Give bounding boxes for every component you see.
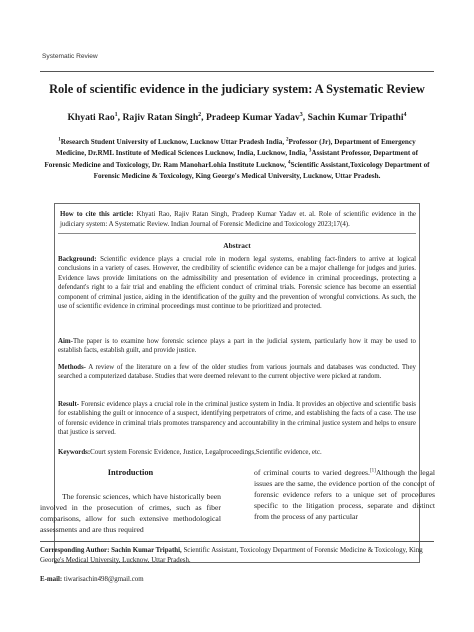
introduction-paragraph: The forensic sciences, which have historically been involved in the prosecution of crimes, such as fiber comparisons, allow for such extensive methodological assessments and are thus required: [40, 491, 221, 534]
author-separator: ,: [117, 112, 123, 123]
paragraph-text: of criminal courts to varied degrees.: [254, 468, 370, 477]
abstract-keywords: [58, 448, 416, 457]
abstract-methods: [58, 363, 416, 382]
methods-text: A review of the literature on a few of the older studies from various journals and databases was conducted. They searched a computerized database. Studies that were deemed relevant to the current objective were picked at random.: [58, 364, 416, 381]
result-text: Forensic evidence plays a crucial role in the criminal justice system in India. It provides an objective and scientific basis for establishing the guilt or innocence of a suspect, identifying perpetrators of crime, and establishing the facts of a case. The use of forensic evidence in criminal trials promotes transparency and accountability in the criminal justice system and helps to ensure that justice is served.: [58, 401, 416, 437]
author-affiliation-mark: 3: [299, 111, 303, 118]
citation-label: How to cite this article:: [60, 211, 134, 218]
author-email: [40, 576, 144, 583]
keywords-text: Court system Forensic Evidence, Justice, Legalproceedings,Scientific evidence, etc.: [90, 449, 322, 456]
affiliation-1: Research Student University of Lucknow, Lucknow Uttar Pradesh India,: [60, 138, 286, 146]
abstract-background: [58, 255, 416, 311]
email-label: E-mail:: [40, 576, 63, 583]
methods-label: Methods-: [58, 364, 86, 371]
author-separator: ,: [302, 112, 308, 123]
abstract-result: [58, 400, 416, 438]
keywords-label: Keywords:: [58, 449, 91, 456]
affiliation-2: Professor (Jr), Department of Emergency Medicine, Dr.RML Institute of Medical Sciences Lucknow, India, Lucknow, India,: [55, 138, 416, 158]
affiliation-mark: 4: [288, 160, 291, 166]
citation-text: Khyati Rao, Rajiv Ratan Singh, Pradeep Kumar Yadav et. al. Role of scientific evidence in the judiciary system: A Systematic Review. Indian Journal of Forensic Medicine and Toxicology 2023;17(4).: [60, 211, 416, 228]
header-divider: [40, 71, 434, 72]
background-label: Background:: [58, 256, 97, 263]
corresponding-label: Corresponding Author: Sachin Kumar Tripathi,: [40, 547, 182, 554]
citation-reference: [1]: [369, 468, 376, 474]
corresponding-author: [40, 546, 434, 565]
footer-divider: [40, 541, 434, 542]
introduction-heading: Introduction: [107, 468, 154, 477]
author-affiliation-mark: 2: [198, 111, 202, 118]
affiliation-mark: 3: [308, 149, 312, 155]
body-right-column: [254, 468, 435, 523]
result-label: Result-: [58, 401, 80, 408]
paper-title: Role of scientific evidence in the judiciary system: A Systematic Review: [49, 82, 425, 96]
affiliation-mark: 2: [285, 137, 289, 143]
citation-block: [60, 210, 416, 229]
affiliations: [44, 137, 430, 183]
author-affiliation-mark: 4: [403, 111, 407, 118]
body-left-column: [40, 468, 221, 536]
abstract-aim: [58, 337, 416, 356]
background-text: Scientific evidence plays a crucial role in modern legal systems, enabling fact-finders to arrive at logical conclusions in a variety of cases. However, the credibility of scientific evidence can be a major challenge for judges and juries. Evidence laws provide limitations on the admissibility and presentation of evidence in criminal proceedings, protecting a defendant's right to a fair trial and enabling the efficient conduct of criminal trials. Forensic science has become an essential component of criminal justice, aiding in the identification of the guilty and the prevention of wrongful convictions. As such, the use of scientific evidence in criminal proceedings must continue to be prioritized and protected.: [58, 256, 416, 311]
affiliation-4: Scientific Assistant,Toxicology Department of Forensic Medicine & Toxicology, King George's Medical University, Lucknow, Uttar Pradesh.: [93, 160, 430, 181]
abstract-heading: Abstract: [223, 241, 251, 250]
author-affiliation-mark: 1: [114, 111, 118, 118]
aim-text: The paper is to examine how forensic science plays a part in the judicial system, particularly how it may be used to establish facts, establish guilt, and provide justice.: [58, 338, 416, 355]
section-label: Systematic Review: [42, 53, 98, 60]
author-list: [40, 112, 434, 123]
aim-label: Aim-: [58, 338, 73, 345]
citation-divider: [58, 233, 416, 234]
paragraph-text: Although the legal issues are the same, the evidence portion of the concept of forensic evidence refers to a unique set of procedures specific to the litigation process, separate and distinct from the process of any particular: [254, 468, 436, 521]
affiliation-3: Assistant Professor, Department of Forensic Medicine and Toxicology, Dr. Ram ManoharLohia Institute Lucknow,: [44, 149, 419, 169]
affiliation-mark: 1: [58, 137, 61, 143]
author-name: Khyati Rao: [67, 112, 115, 123]
author-name: Rajiv Ratan Singh: [122, 112, 199, 123]
author-name: Pradeep Kumar Yadav: [205, 112, 300, 123]
author-name: Sachin Kumar Tripathi: [307, 112, 404, 123]
corresponding-text: Scientific Assistant, Toxicology Department of Forensic Medicine & Toxicology, King George's Medical University, Lucknow, Uttar Pradesh.: [40, 547, 423, 564]
continued-paragraph: [254, 468, 435, 523]
email-address: tiwarisachin498@gmail.com: [62, 576, 144, 583]
author-separator: ,: [201, 112, 206, 123]
